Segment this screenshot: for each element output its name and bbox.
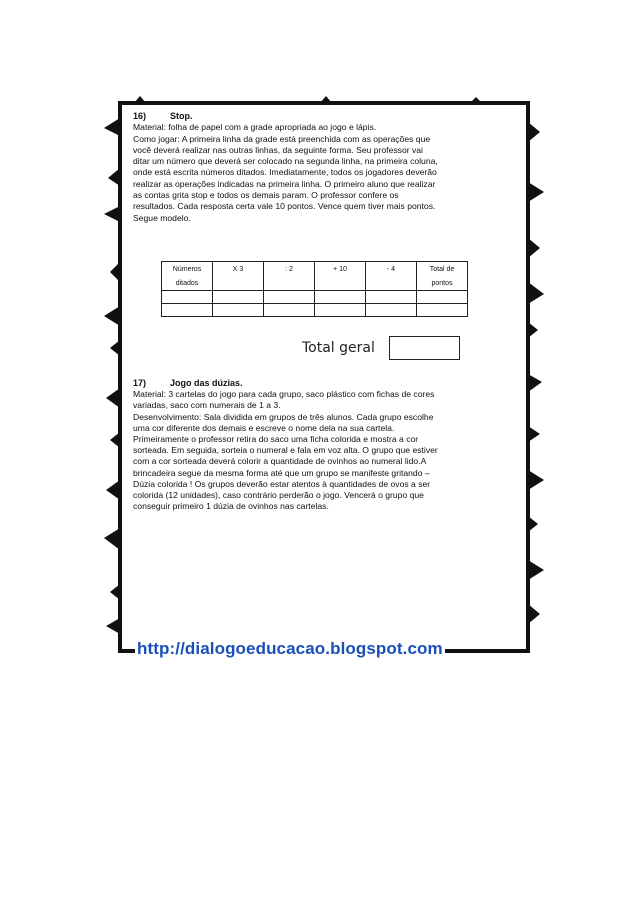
table-header-cell: Números	[162, 262, 213, 277]
section-16-line: resultados. Cada resposta certa vale 10 pontos. Vence quem tiver mais pontos.	[133, 201, 436, 212]
table-header-row	[162, 276, 468, 291]
section-17-line: conseguir primeiro 1 dúzia de ovinhos nas cartelas.	[133, 501, 329, 512]
table-header-cell: : 2	[264, 262, 315, 277]
table-header-cell: - 4	[366, 262, 417, 277]
section-17-line: Primeiramente o professor retira do saco uma ficha colorida e mostra a cor	[133, 434, 419, 445]
table-cell	[264, 291, 315, 304]
table-header-cell: pontos	[417, 276, 468, 291]
table-cell	[213, 291, 264, 304]
section-17-title: Jogo das dúzias.	[170, 378, 243, 388]
section-16-line: onde está escrita números ditados. Imediatamente, todos os jogadores deverão	[133, 167, 437, 178]
table-row	[162, 291, 468, 304]
section-16-number: 16)	[133, 111, 147, 121]
table-header-cell: Total de	[417, 262, 468, 277]
section-16-line: realizar as operações indicadas na primeira linha. O primeiro aluno que realizar	[133, 178, 436, 189]
table-header-row	[162, 262, 468, 277]
section-17-line: sorteada. Em seguida, sorteia o numeral e fala em voz alta. O grupo que estiver	[133, 445, 438, 456]
table-cell	[213, 304, 264, 317]
section-16-line: ditar um número que deverá ser colocado na segunda linha, na primeira coluna,	[133, 156, 438, 167]
table-row	[162, 304, 468, 317]
table-header-cell	[366, 276, 417, 291]
table-header-cell	[315, 276, 366, 291]
table-header-cell	[264, 276, 315, 291]
section-17-number: 17)	[133, 378, 147, 388]
section-16-line: você deverá realizar nas outras linhas, da seguinte forma. Seu professor vai	[133, 144, 423, 155]
section-17	[133, 378, 513, 512]
table-cell	[315, 291, 366, 304]
section-17-line: Dúzia colorida ! Os grupos deverão estar atentos à quantidades de ovos a ser	[133, 478, 431, 489]
table-cell	[162, 304, 213, 317]
table-header-cell: ditados	[162, 276, 213, 291]
section-17-line: Material: 3 cartelas do jogo para cada grupo, saco plástico com fichas de cores	[133, 389, 435, 400]
total-geral-label: Total geral	[302, 340, 375, 356]
table-header-cell: X 3	[213, 262, 264, 277]
section-17-line: colorida (12 unidades), caso contrário perderão o jogo. Vencerá o grupo que	[133, 490, 424, 501]
section-17-line: Desenvolvimento: Sala dividida em grupos de três alunos. Cada grupo escolhe	[133, 411, 434, 422]
section-17-line: variadas, saco com numerais de 1 a 3.	[133, 400, 281, 411]
stop-grid-table	[161, 261, 468, 317]
section-16-line: Segue modelo.	[133, 212, 191, 223]
section-17-heading	[133, 378, 513, 389]
section-17-line: com a cor sorteada deverá colorir a quantidade de ovinhos ao numeral lido.A	[133, 456, 427, 467]
table-cell	[417, 304, 468, 317]
section-16	[133, 111, 503, 224]
section-16-line: Material: folha de papel com a grade apropriada ao jogo e lápis.	[133, 122, 377, 133]
section-17-line: uma cor diferente dos demais e escreve o nome dela na sua cartela.	[133, 422, 395, 433]
section-16-line: as contas grita stop e todos os demais param. O professor confere os	[133, 190, 399, 201]
total-geral-box	[389, 336, 460, 360]
section-17-line: brincadeira segue da mesma forma até que um grupo se manifeste gritando –	[133, 467, 430, 478]
table-cell	[162, 291, 213, 304]
section-16-heading	[133, 111, 503, 122]
table-header-cell	[213, 276, 264, 291]
table-cell	[366, 304, 417, 317]
blog-url-link[interactable]: http://dialogoeducacao.blogspot.com	[137, 639, 443, 658]
table-cell	[264, 304, 315, 317]
section-16-line: Como jogar: A primeira linha da grade está preenchida com as operações que	[133, 133, 431, 144]
section-16-title: Stop.	[170, 111, 193, 121]
table-cell	[417, 291, 468, 304]
table-cell	[366, 291, 417, 304]
table-cell	[315, 304, 366, 317]
table-header-cell: + 10	[315, 262, 366, 277]
